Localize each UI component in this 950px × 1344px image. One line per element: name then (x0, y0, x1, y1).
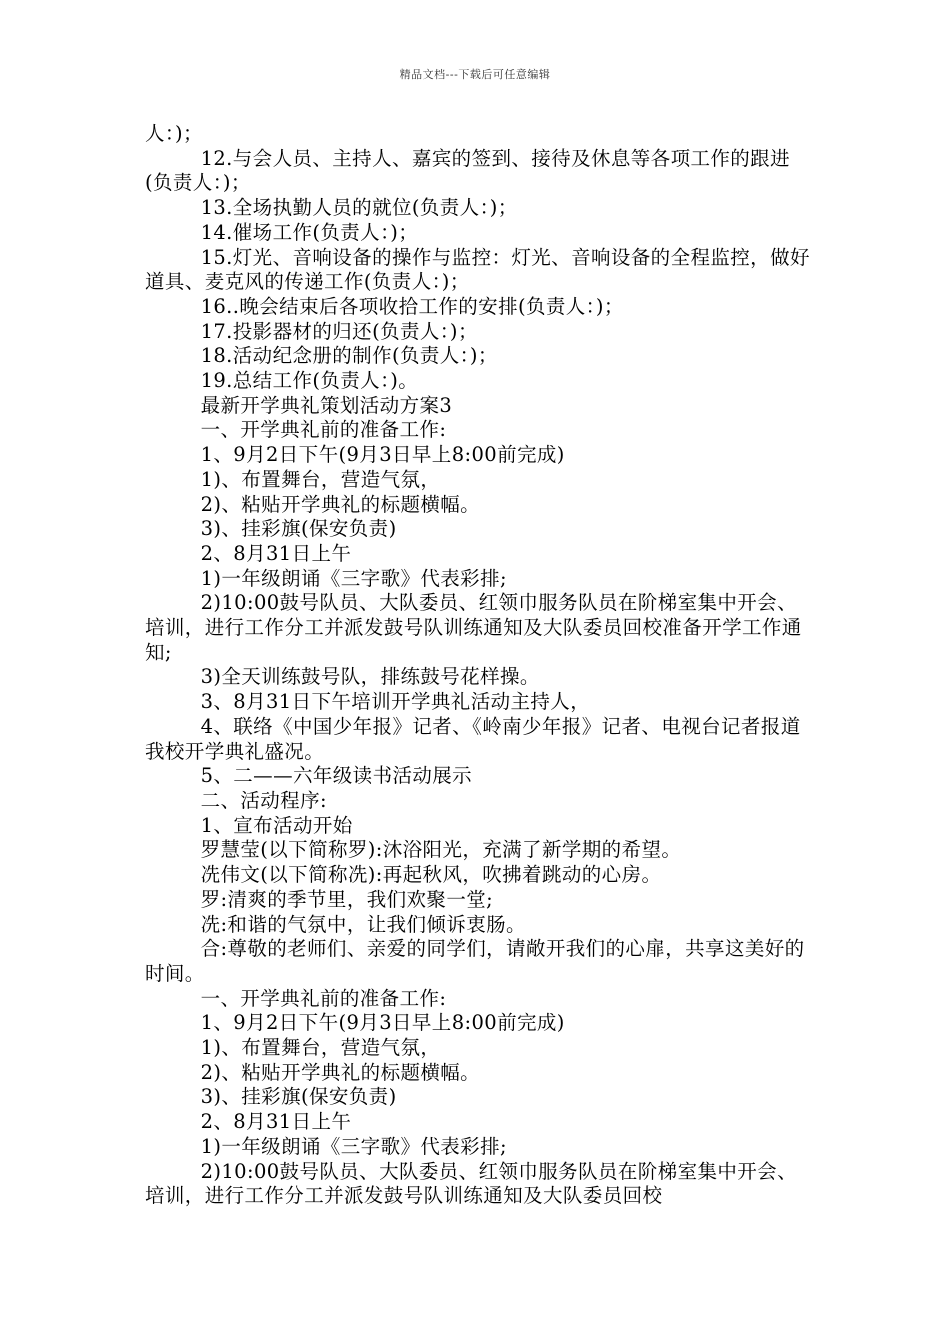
paragraph: 冼:和谐的气氛中，让我们倾诉衷肠。 (200, 912, 526, 936)
paragraph: 3)全天训练鼓号队，排练鼓号花样操。 (200, 665, 540, 689)
paragraph: 15.灯光、音响设备的操作与监控：灯光、音响设备的全程监控，做好道具、麦克风的传递工作(负责人：)； (145, 245, 810, 294)
paragraph: 1)一年级朗诵《三字歌》代表彩排; (200, 1134, 507, 1158)
paragraph: 1、9月2日下午(9月3日早上8:00前完成) (200, 443, 565, 467)
paragraph: 1)一年级朗诵《三字歌》代表彩排; (200, 566, 507, 590)
paragraph: 1、9月2日下午(9月3日早上8:00前完成) (200, 1011, 565, 1035)
paragraph: 最新开学典礼策划活动方案3 (200, 393, 453, 417)
page-header: 精品文档---下载后可任意编辑 (399, 68, 551, 81)
paragraph: 合:尊敬的老师们、亲爱的同学们，请敞开我们的心扉，共享这美好的时间。 (145, 937, 805, 985)
paragraph: 1)、布置舞台，营造气氛， (200, 1036, 441, 1060)
paragraph: 2)、粘贴开学典礼的标题横幅。 (200, 492, 481, 516)
paragraph: 1)、布置舞台，营造气氛， (200, 467, 441, 491)
paragraph: 12.与会人员、主持人、嘉宾的签到、接待及休息等各项工作的跟进(负责人：)； (145, 146, 790, 195)
document-body (145, 122, 813, 1209)
paragraph: 2、8月31日上午 (200, 541, 352, 565)
paragraph: 4、联络《中国少年报》记者、《岭南少年报》记者、电视台记者报道我校开学典礼盛况。 (145, 714, 801, 763)
paragraph: 2、8月31日上午 (200, 1110, 352, 1134)
paragraph: 一、开学典礼前的准备工作: (200, 986, 447, 1010)
paragraph: 16..晚会结束后各项收拾工作的安排(负责人：)； (200, 294, 624, 318)
paragraph: 2)、粘贴开学典礼的标题横幅。 (200, 1060, 481, 1084)
paragraph: 冼伟文(以下简称冼):再起秋风，吹拂着跳动的心房。 (200, 863, 662, 887)
paragraph: 17.投影器材的归还(负责人：)； (200, 319, 478, 343)
paragraph: 13.全场执勤人员的就位(负责人：)； (200, 196, 518, 220)
paragraph: 一、开学典礼前的准备工作: (200, 418, 447, 442)
paragraph: 18.活动纪念册的制作(负责人：)； (200, 344, 498, 368)
paragraph: 2)10:00鼓号队员、大队委员、红领巾服务队员在阶梯室集中开会、培训，进行工作分工并派发鼓号队训练通知及大队委员回校准备开学工作通知; (145, 591, 802, 664)
paragraph: 3、8月31日下午培训开学典礼活动主持人， (200, 690, 591, 714)
paragraph: 3)、挂彩旗(保安负责) (200, 1085, 397, 1109)
paragraph: 19.总结工作(负责人：)。 (200, 369, 419, 393)
paragraph: 罗慧莹(以下简称罗):沐浴阳光，充满了新学期的希望。 (200, 838, 682, 862)
paragraph: 2)10:00鼓号队员、大队委员、红领巾服务队员在阶梯室集中开会、培训，进行工作分工并派发鼓号队训练通知及大队委员回校 (145, 1159, 797, 1208)
paragraph: 人：)； (145, 122, 203, 145)
paragraph: 14.催场工作(负责人：)； (200, 220, 419, 244)
paragraph: 5、二——六年级读书活动展示 (200, 764, 473, 788)
paragraph: 3)、挂彩旗(保安负责) (200, 517, 397, 541)
paragraph: 二、活动程序: (200, 788, 327, 812)
paragraph: 罗:清爽的季节里，我们欢聚一堂; (200, 887, 494, 911)
paragraph: 1、宣布活动开始 (200, 813, 353, 837)
